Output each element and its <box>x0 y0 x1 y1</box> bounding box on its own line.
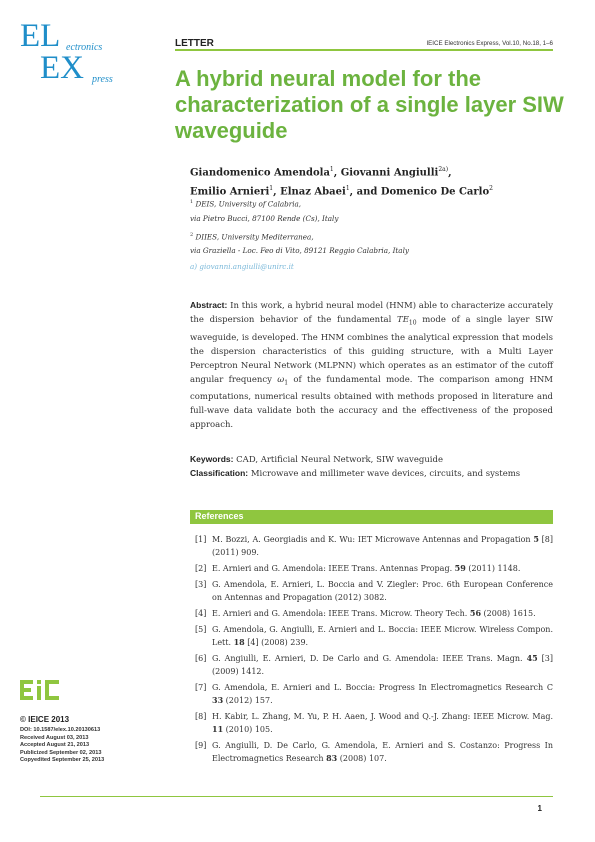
reference-text <box>212 607 553 620</box>
references-heading: References <box>195 511 244 521</box>
math-omega-sub: 1 <box>284 379 289 387</box>
author-sup: 1 <box>345 185 350 193</box>
reference-pages: [3] (2009) 1412. <box>212 654 554 676</box>
author-sup: 1 <box>329 166 334 173</box>
publicized-date: Publicized September 02, 2013 <box>20 749 102 756</box>
reference-list <box>190 533 553 768</box>
author-sup: 2a) <box>438 166 449 173</box>
reference-item <box>190 623 553 649</box>
accepted-date: Accepted August 21, 2013 <box>20 742 90 748</box>
page-number: 1 <box>537 804 542 813</box>
paper-title: A hybrid neural model for the characterization of a single layer SIW waveguide <box>175 66 564 143</box>
reference-volume: 33 <box>212 695 224 705</box>
reference-item <box>190 562 553 575</box>
author-and: and <box>356 186 378 198</box>
reference-pages: (2012) 157. <box>223 696 273 705</box>
logo-ectronics: ectronics <box>66 42 103 53</box>
reference-text <box>212 681 553 707</box>
author-name: Giovanni Angiulli <box>340 167 439 179</box>
affiliation-1 <box>190 196 550 210</box>
reference-item <box>190 710 553 736</box>
reference-citation: G. Amendola, E. Arnieri and L. Boccia: Progress In Electromagnetics Research C <box>212 683 553 692</box>
reference-number: [1] <box>195 535 207 544</box>
author-list: Giandomenico Amendola$^1$, Giovanni Angiulli$^{2a)}$, Emilio Arnieri$^1$, Elnaz Abaei$^1$, and Domenico De Carlo$^2$ <box>190 166 493 198</box>
abstract <box>190 298 553 432</box>
reference-citation: G. Angiulli, D. De Carlo, G. Amendola, E. Arnieri and S. Costanzo: Progress In Electromagnetics Research <box>212 741 553 763</box>
logo-el: EL <box>20 18 61 54</box>
footer-rule <box>40 796 553 797</box>
reference-pages: (2011) 1148. <box>465 564 521 573</box>
author-name: Domenico De Carlo <box>380 186 490 198</box>
affiliation-2 <box>190 229 550 243</box>
reference-text <box>212 739 553 765</box>
reference-number: [7] <box>195 683 207 692</box>
author-sup: 1 <box>269 185 274 193</box>
reference-citation: E. Arnieri and G. Amendola: IEEE Trans. Antennas Propag. <box>212 564 455 573</box>
journal-citation: IEICE Electronics Express, Vol.10, No.18, 1–6 <box>426 40 553 47</box>
reference-volume: 83 <box>326 753 338 763</box>
abstract-label: Abstract: <box>190 300 228 310</box>
copyright <box>20 715 69 724</box>
reference-citation: G. Amendola, G. Angiulli, E. Arnieri and L. Boccia: IEEE Microw. Wireless Compon. Lett. <box>212 625 553 647</box>
aff-num: 2 <box>190 232 194 238</box>
aff-line: DEIS, University of Calabria, <box>195 199 302 209</box>
classification <box>190 466 553 481</box>
reference-volume: 18 <box>233 637 245 647</box>
reference-citation: G. Amendola, E. Arnieri, L. Boccia and V. Ziegler: Proc. 6th European Conference on Antennas and Propagation (2012) 3082. <box>212 580 553 602</box>
abstract-text: of the fundamental mode. The comparison among HNM computations, numerical results obtained with methods proposed in literature and full-wave data validate both the accuracy and the effectiveness of the proposed approach. <box>190 374 553 431</box>
reference-item <box>190 681 553 707</box>
abstract-text: mode of a single layer SIW waveguide, is developed. The HNM combines the analytical expression that models the dispersion characteristics of this guiding structure, with a Multi Layer Perceptron Neural Network (MLPNN) which operates as an estimator of the cutoff angular frequency <box>190 315 553 385</box>
publication-dates <box>20 727 104 765</box>
classification-text: Microwave and millimeter wave devices, circuits, and systems <box>250 469 521 479</box>
reference-pages: (2010) 105. <box>223 725 273 734</box>
copyright-symbol: © <box>20 715 26 724</box>
reference-pages: [4] (2008) 239. <box>244 638 309 647</box>
keywords <box>190 452 553 467</box>
eic-logo <box>20 680 66 700</box>
author-name: Emilio Arnieri <box>190 186 270 198</box>
reference-text <box>212 562 553 575</box>
author-name: Elnaz Abaei <box>280 186 346 198</box>
logo-ex: EX <box>40 50 84 86</box>
aff-line: DIIES, University Mediterranea, <box>195 232 314 242</box>
reference-volume: 56 <box>469 608 482 618</box>
copyedited-date: Copyedited September 25, 2013 <box>20 757 105 763</box>
reference-pages: (2008) 107. <box>337 754 387 763</box>
reference-citation: H. Kabir, L. Zhang, M. Yu, P. H. Aaen, J. Wood and Q.-J. Zhang: IEEE Microw. Mag. <box>212 712 553 721</box>
logo-press: press <box>92 74 113 85</box>
reference-text <box>212 623 553 649</box>
reference-item <box>190 652 553 678</box>
reference-number: [3] <box>195 580 207 589</box>
reference-volume: 59 <box>454 563 466 573</box>
affiliation-1-address: via Pietro Bucci, 87100 Rende (Cs), Italy <box>190 214 339 223</box>
reference-number: [9] <box>195 741 207 750</box>
abstract-text: In this work, a hybrid neural model (HNM) able to characterize accurately the dispersion behavior of the fundamental <box>190 301 553 325</box>
reference-text <box>212 578 553 604</box>
reference-volume: 45 <box>526 653 538 663</box>
corresponding-email[interactable]: a) giovanni.angiulli@unirc.it <box>190 262 294 271</box>
copyright-text: IEICE 2013 <box>28 715 70 724</box>
author-sup: 2 <box>489 185 493 193</box>
reference-item <box>190 607 553 620</box>
math-te-sub: 10 <box>408 319 417 327</box>
aff-num: 1 <box>190 199 194 205</box>
reference-volume: 5 <box>533 534 539 544</box>
received-date: Received August 03, 2013 <box>20 734 89 741</box>
section-label: LETTER <box>175 38 214 49</box>
reference-number: [6] <box>195 654 207 663</box>
reference-number: [2] <box>195 564 207 573</box>
reference-text <box>212 533 553 559</box>
references-heading-bar <box>190 510 553 524</box>
reference-citation: E. Arnieri and G. Amendola: IEEE Trans. Microw. Theory Tech. <box>212 609 470 618</box>
reference-number: [8] <box>195 712 207 721</box>
reference-citation: M. Bozzi, A. Georgiadis and K. Wu: IET Microwave Antennas and Propagation <box>212 535 534 544</box>
reference-volume: 11 <box>212 724 224 734</box>
reference-pages: [8] (2011) 909. <box>212 535 553 557</box>
reference-item <box>190 578 553 604</box>
reference-item <box>190 739 553 765</box>
header-rule <box>175 49 553 51</box>
reference-text <box>212 710 553 736</box>
reference-number: [5] <box>195 625 207 634</box>
reference-pages: (2008) 1615. <box>481 609 536 618</box>
reference-citation: G. Angiulli, E. Arnieri, D. De Carlo and G. Amendola: IEEE Trans. Magn. <box>212 654 527 663</box>
reference-number: [4] <box>195 609 207 618</box>
math-te: TE <box>397 315 409 325</box>
doi[interactable]: DOI: 10.1587/elex.10.20130613 <box>20 727 101 733</box>
keywords-text: CAD, Artificial Neural Network, SIW waveguide <box>236 455 443 465</box>
math-omega: ω <box>277 374 285 385</box>
keywords-label: Keywords: <box>190 454 234 464</box>
reference-text <box>212 652 553 678</box>
journal-logo <box>20 20 130 90</box>
reference-item <box>190 533 553 559</box>
affiliation-2-address: via Graziella - Loc. Feo di Vito, 89121 Reggio Calabria, Italy <box>190 246 409 255</box>
author-name: Giandomenico Amendola <box>190 167 330 179</box>
classification-label: Classification: <box>190 468 249 478</box>
